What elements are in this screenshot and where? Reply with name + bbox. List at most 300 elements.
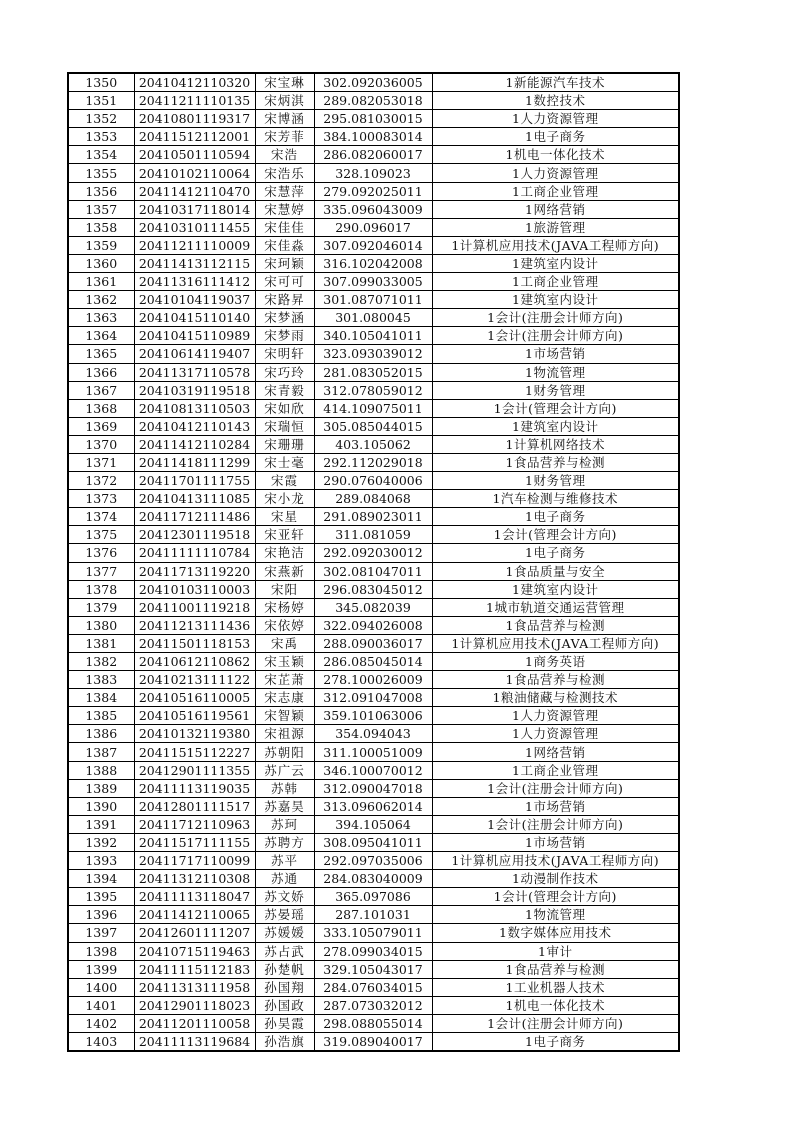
name-cell: 宋亚轩 xyxy=(255,526,314,544)
score-cell: 301.087071011 xyxy=(314,291,432,309)
student-id-cell: 20410412110143 xyxy=(134,417,255,435)
score-cell: 312.078059012 xyxy=(314,381,432,399)
table-row xyxy=(68,345,679,363)
rank-cell: 1375 xyxy=(68,526,134,544)
student-id-cell: 20411712111486 xyxy=(134,508,255,526)
score-cell: 278.100026009 xyxy=(314,671,432,689)
name-cell: 宋梦雨 xyxy=(255,327,314,345)
major-cell: 1食品营养与检测 xyxy=(432,671,679,689)
name-cell: 宋依婷 xyxy=(255,616,314,634)
table-row xyxy=(68,906,679,924)
major-cell: 1会计(管理会计方向) xyxy=(432,526,679,544)
score-cell: 290.096017 xyxy=(314,218,432,236)
table-row xyxy=(68,453,679,471)
rank-cell: 1377 xyxy=(68,562,134,580)
score-cell: 403.105062 xyxy=(314,435,432,453)
rank-cell: 1394 xyxy=(68,870,134,888)
table-row xyxy=(68,472,679,490)
major-cell: 1人力资源管理 xyxy=(432,707,679,725)
score-cell: 302.081047011 xyxy=(314,562,432,580)
score-cell: 346.100070012 xyxy=(314,761,432,779)
rank-cell: 1368 xyxy=(68,399,134,417)
major-cell: 1食品营养与检测 xyxy=(432,453,679,471)
name-cell: 宋明轩 xyxy=(255,345,314,363)
table-row xyxy=(68,309,679,327)
rank-cell: 1371 xyxy=(68,453,134,471)
table-row xyxy=(68,128,679,146)
major-cell: 1工商企业管理 xyxy=(432,182,679,200)
student-id-cell: 20410102110064 xyxy=(134,164,255,182)
major-cell: 1新能源汽车技术 xyxy=(432,73,679,92)
student-id-cell: 20410801119317 xyxy=(134,110,255,128)
rank-cell: 1365 xyxy=(68,345,134,363)
student-id-cell: 20410612110862 xyxy=(134,653,255,671)
table-row xyxy=(68,707,679,725)
table-row xyxy=(68,399,679,417)
rank-cell: 1391 xyxy=(68,815,134,833)
student-roster-table xyxy=(67,72,680,1052)
student-id-cell: 20411211110009 xyxy=(134,236,255,254)
major-cell: 1市场营销 xyxy=(432,797,679,815)
name-cell: 宋珊珊 xyxy=(255,435,314,453)
table-row xyxy=(68,888,679,906)
rank-cell: 1397 xyxy=(68,924,134,942)
score-cell: 311.100051009 xyxy=(314,743,432,761)
score-cell: 319.089040017 xyxy=(314,1032,432,1051)
rank-cell: 1385 xyxy=(68,707,134,725)
name-cell: 苏平 xyxy=(255,852,314,870)
student-id-cell: 20410104119037 xyxy=(134,291,255,309)
rank-cell: 1370 xyxy=(68,435,134,453)
score-cell: 279.092025011 xyxy=(314,182,432,200)
name-cell: 苏文娇 xyxy=(255,888,314,906)
table-row xyxy=(68,273,679,291)
table-row xyxy=(68,73,679,92)
student-id-cell: 20410412110320 xyxy=(134,73,255,92)
name-cell: 苏通 xyxy=(255,870,314,888)
score-cell: 289.084068 xyxy=(314,490,432,508)
student-id-cell: 20411317110578 xyxy=(134,363,255,381)
score-cell: 359.101063006 xyxy=(314,707,432,725)
table-row xyxy=(68,725,679,743)
student-id-cell: 20410614119407 xyxy=(134,345,255,363)
name-cell: 宋祖源 xyxy=(255,725,314,743)
major-cell: 1电子商务 xyxy=(432,1032,679,1051)
student-id-cell: 20411701111755 xyxy=(134,472,255,490)
score-cell: 308.095041011 xyxy=(314,833,432,851)
rank-cell: 1357 xyxy=(68,200,134,218)
rank-cell: 1395 xyxy=(68,888,134,906)
name-cell: 宋可可 xyxy=(255,273,314,291)
name-cell: 宋如欣 xyxy=(255,399,314,417)
table-row xyxy=(68,435,679,453)
major-cell: 1会计(注册会计师方向) xyxy=(432,309,679,327)
name-cell: 宋炳淇 xyxy=(255,92,314,110)
name-cell: 宋梦涵 xyxy=(255,309,314,327)
table-row xyxy=(68,996,679,1014)
table-row xyxy=(68,960,679,978)
rank-cell: 1389 xyxy=(68,779,134,797)
major-cell: 1机电一体化技术 xyxy=(432,996,679,1014)
name-cell: 宋玉颖 xyxy=(255,653,314,671)
score-cell: 323.093039012 xyxy=(314,345,432,363)
name-cell: 苏嘉昊 xyxy=(255,797,314,815)
major-cell: 1会计(注册会计师方向) xyxy=(432,1014,679,1032)
score-cell: 286.085045014 xyxy=(314,653,432,671)
major-cell: 1人力资源管理 xyxy=(432,725,679,743)
major-cell: 1市场营销 xyxy=(432,833,679,851)
major-cell: 1计算机应用技术(JAVA工程师方向) xyxy=(432,236,679,254)
student-id-cell: 20410516110005 xyxy=(134,689,255,707)
major-cell: 1食品质量与安全 xyxy=(432,562,679,580)
table-row xyxy=(68,671,679,689)
rank-cell: 1386 xyxy=(68,725,134,743)
score-cell: 312.090047018 xyxy=(314,779,432,797)
table-row xyxy=(68,182,679,200)
table-row xyxy=(68,634,679,652)
score-cell: 333.105079011 xyxy=(314,924,432,942)
table-row xyxy=(68,653,679,671)
name-cell: 宋霞 xyxy=(255,472,314,490)
table-row xyxy=(68,146,679,164)
table-row xyxy=(68,761,679,779)
student-id-cell: 20410319119518 xyxy=(134,381,255,399)
name-cell: 宋青毅 xyxy=(255,381,314,399)
student-id-cell: 20411213111436 xyxy=(134,616,255,634)
name-cell: 苏朝阳 xyxy=(255,743,314,761)
table-row xyxy=(68,978,679,996)
table-row xyxy=(68,381,679,399)
student-id-cell: 20411211110135 xyxy=(134,92,255,110)
major-cell: 1数控技术 xyxy=(432,92,679,110)
score-cell: 298.088055014 xyxy=(314,1014,432,1032)
student-id-cell: 20411113119684 xyxy=(134,1032,255,1051)
student-id-cell: 20411418111299 xyxy=(134,453,255,471)
name-cell: 宋智颖 xyxy=(255,707,314,725)
rank-cell: 1355 xyxy=(68,164,134,182)
score-cell: 278.099034015 xyxy=(314,942,432,960)
name-cell: 苏占武 xyxy=(255,942,314,960)
rank-cell: 1367 xyxy=(68,381,134,399)
student-id-cell: 20411111110784 xyxy=(134,544,255,562)
major-cell: 1会计(注册会计师方向) xyxy=(432,815,679,833)
table-row xyxy=(68,508,679,526)
name-cell: 宋珂颖 xyxy=(255,254,314,272)
table-row xyxy=(68,254,679,272)
score-cell: 286.082060017 xyxy=(314,146,432,164)
score-cell: 291.089023011 xyxy=(314,508,432,526)
major-cell: 1城市轨道交通运营管理 xyxy=(432,598,679,616)
student-id-cell: 20410501110594 xyxy=(134,146,255,164)
score-cell: 312.091047008 xyxy=(314,689,432,707)
score-cell: 307.092046014 xyxy=(314,236,432,254)
score-cell: 292.097035006 xyxy=(314,852,432,870)
table-row xyxy=(68,327,679,345)
score-cell: 335.096043009 xyxy=(314,200,432,218)
rank-cell: 1362 xyxy=(68,291,134,309)
table-row xyxy=(68,942,679,960)
table-row xyxy=(68,562,679,580)
rank-cell: 1378 xyxy=(68,580,134,598)
rank-cell: 1390 xyxy=(68,797,134,815)
rank-cell: 1359 xyxy=(68,236,134,254)
major-cell: 1会计(注册会计师方向) xyxy=(432,779,679,797)
student-id-cell: 20410415110140 xyxy=(134,309,255,327)
name-cell: 苏媛媛 xyxy=(255,924,314,942)
rank-cell: 1354 xyxy=(68,146,134,164)
rank-cell: 1351 xyxy=(68,92,134,110)
student-id-cell: 20411316111412 xyxy=(134,273,255,291)
name-cell: 宋小龙 xyxy=(255,490,314,508)
student-id-cell: 20411515112227 xyxy=(134,743,255,761)
score-cell: 287.073032012 xyxy=(314,996,432,1014)
rank-cell: 1402 xyxy=(68,1014,134,1032)
name-cell: 宋宝琳 xyxy=(255,73,314,92)
student-id-cell: 20410132119380 xyxy=(134,725,255,743)
major-cell: 1网络营销 xyxy=(432,743,679,761)
name-cell: 宋慧萍 xyxy=(255,182,314,200)
student-id-cell: 20410103110003 xyxy=(134,580,255,598)
major-cell: 1人力资源管理 xyxy=(432,110,679,128)
major-cell: 1建筑室内设计 xyxy=(432,417,679,435)
rank-cell: 1376 xyxy=(68,544,134,562)
student-id-cell: 20411713119220 xyxy=(134,562,255,580)
major-cell: 1食品营养与检测 xyxy=(432,616,679,634)
name-cell: 孙国政 xyxy=(255,996,314,1014)
score-cell: 289.082053018 xyxy=(314,92,432,110)
rank-cell: 1393 xyxy=(68,852,134,870)
score-cell: 295.081030015 xyxy=(314,110,432,128)
name-cell: 苏晏瑶 xyxy=(255,906,314,924)
score-cell: 307.099033005 xyxy=(314,273,432,291)
major-cell: 1电子商务 xyxy=(432,128,679,146)
student-id-cell: 20410310111455 xyxy=(134,218,255,236)
major-cell: 1建筑室内设计 xyxy=(432,580,679,598)
major-cell: 1动漫制作技术 xyxy=(432,870,679,888)
score-cell: 290.076040006 xyxy=(314,472,432,490)
table-row xyxy=(68,870,679,888)
student-id-cell: 20410415110989 xyxy=(134,327,255,345)
rank-cell: 1398 xyxy=(68,942,134,960)
major-cell: 1机电一体化技术 xyxy=(432,146,679,164)
student-id-cell: 20411413112115 xyxy=(134,254,255,272)
student-id-cell: 20410317118014 xyxy=(134,200,255,218)
student-id-cell: 20410813110503 xyxy=(134,399,255,417)
rank-cell: 1388 xyxy=(68,761,134,779)
major-cell: 1市场营销 xyxy=(432,345,679,363)
rank-cell: 1381 xyxy=(68,634,134,652)
student-id-cell: 20410715119463 xyxy=(134,942,255,960)
student-id-cell: 20411412110470 xyxy=(134,182,255,200)
major-cell: 1审计 xyxy=(432,942,679,960)
rank-cell: 1373 xyxy=(68,490,134,508)
major-cell: 1会计(管理会计方向) xyxy=(432,399,679,417)
student-id-cell: 20410516119561 xyxy=(134,707,255,725)
rank-cell: 1382 xyxy=(68,653,134,671)
table-row xyxy=(68,490,679,508)
name-cell: 宋士毫 xyxy=(255,453,314,471)
major-cell: 1工业机器人技术 xyxy=(432,978,679,996)
table-row xyxy=(68,598,679,616)
major-cell: 1建筑室内设计 xyxy=(432,291,679,309)
student-id-cell: 20412301119518 xyxy=(134,526,255,544)
rank-cell: 1352 xyxy=(68,110,134,128)
major-cell: 1物流管理 xyxy=(432,363,679,381)
table-row xyxy=(68,291,679,309)
table-row xyxy=(68,417,679,435)
score-cell: 292.112029018 xyxy=(314,453,432,471)
score-cell: 288.090036017 xyxy=(314,634,432,652)
name-cell: 苏聘方 xyxy=(255,833,314,851)
rank-cell: 1353 xyxy=(68,128,134,146)
name-cell: 孙昊霞 xyxy=(255,1014,314,1032)
name-cell: 孙楚帆 xyxy=(255,960,314,978)
rank-cell: 1396 xyxy=(68,906,134,924)
table-row xyxy=(68,1014,679,1032)
name-cell: 宋慧婷 xyxy=(255,200,314,218)
rank-cell: 1363 xyxy=(68,309,134,327)
student-id-cell: 20411717110099 xyxy=(134,852,255,870)
table-row xyxy=(68,110,679,128)
table-row xyxy=(68,743,679,761)
table-row xyxy=(68,526,679,544)
score-cell: 292.092030012 xyxy=(314,544,432,562)
name-cell: 宋阳 xyxy=(255,580,314,598)
rank-cell: 1364 xyxy=(68,327,134,345)
student-id-cell: 20411201110058 xyxy=(134,1014,255,1032)
student-id-cell: 20411313111958 xyxy=(134,978,255,996)
major-cell: 1食品营养与检测 xyxy=(432,960,679,978)
major-cell: 1会计(管理会计方向) xyxy=(432,888,679,906)
major-cell: 1计算机应用技术(JAVA工程师方向) xyxy=(432,634,679,652)
rank-cell: 1360 xyxy=(68,254,134,272)
table-row xyxy=(68,363,679,381)
major-cell: 1财务管理 xyxy=(432,381,679,399)
score-cell: 296.083045012 xyxy=(314,580,432,598)
student-id-cell: 20412901118023 xyxy=(134,996,255,1014)
student-id-cell: 20411501118153 xyxy=(134,634,255,652)
table-row xyxy=(68,797,679,815)
rank-cell: 1384 xyxy=(68,689,134,707)
major-cell: 1电子商务 xyxy=(432,544,679,562)
name-cell: 宋巧玲 xyxy=(255,363,314,381)
table-row xyxy=(68,852,679,870)
score-cell: 328.109023 xyxy=(314,164,432,182)
student-id-cell: 20411712110963 xyxy=(134,815,255,833)
table-row xyxy=(68,164,679,182)
rank-cell: 1358 xyxy=(68,218,134,236)
score-cell: 311.081059 xyxy=(314,526,432,544)
name-cell: 宋星 xyxy=(255,508,314,526)
table-row xyxy=(68,218,679,236)
major-cell: 1商务英语 xyxy=(432,653,679,671)
major-cell: 1会计(注册会计师方向) xyxy=(432,327,679,345)
score-cell: 384.100083014 xyxy=(314,128,432,146)
name-cell: 宋燕新 xyxy=(255,562,314,580)
score-cell: 302.092036005 xyxy=(314,73,432,92)
rank-cell: 1403 xyxy=(68,1032,134,1051)
rank-cell: 1387 xyxy=(68,743,134,761)
name-cell: 宋浩乐 xyxy=(255,164,314,182)
name-cell: 宋艳洁 xyxy=(255,544,314,562)
name-cell: 宋佳佳 xyxy=(255,218,314,236)
table-row xyxy=(68,200,679,218)
major-cell: 1计算机网络技术 xyxy=(432,435,679,453)
student-id-cell: 20411312110308 xyxy=(134,870,255,888)
score-cell: 316.102042008 xyxy=(314,254,432,272)
rank-cell: 1399 xyxy=(68,960,134,978)
score-cell: 329.105043017 xyxy=(314,960,432,978)
name-cell: 苏广云 xyxy=(255,761,314,779)
score-cell: 313.096062014 xyxy=(314,797,432,815)
score-cell: 281.083052015 xyxy=(314,363,432,381)
major-cell: 1人力资源管理 xyxy=(432,164,679,182)
student-id-cell: 20411412110284 xyxy=(134,435,255,453)
rank-cell: 1392 xyxy=(68,833,134,851)
rank-cell: 1379 xyxy=(68,598,134,616)
roster-body xyxy=(68,73,679,1051)
table-row xyxy=(68,779,679,797)
score-cell: 305.085044015 xyxy=(314,417,432,435)
rank-cell: 1366 xyxy=(68,363,134,381)
major-cell: 1计算机应用技术(JAVA工程师方向) xyxy=(432,852,679,870)
table-row xyxy=(68,815,679,833)
major-cell: 1网络营销 xyxy=(432,200,679,218)
table-row xyxy=(68,236,679,254)
rank-cell: 1361 xyxy=(68,273,134,291)
score-cell: 345.082039 xyxy=(314,598,432,616)
student-id-cell: 20411412110065 xyxy=(134,906,255,924)
major-cell: 1建筑室内设计 xyxy=(432,254,679,272)
table-row xyxy=(68,544,679,562)
score-cell: 414.109075011 xyxy=(314,399,432,417)
rank-cell: 1369 xyxy=(68,417,134,435)
score-cell: 284.076034015 xyxy=(314,978,432,996)
rank-cell: 1401 xyxy=(68,996,134,1014)
name-cell: 宋芳菲 xyxy=(255,128,314,146)
table-row xyxy=(68,92,679,110)
table-row xyxy=(68,689,679,707)
student-id-cell: 20412801111517 xyxy=(134,797,255,815)
major-cell: 1旅游管理 xyxy=(432,218,679,236)
student-id-cell: 20412601111207 xyxy=(134,924,255,942)
student-id-cell: 20412901111355 xyxy=(134,761,255,779)
name-cell: 宋浩 xyxy=(255,146,314,164)
score-cell: 322.094026008 xyxy=(314,616,432,634)
student-id-cell: 20411115112183 xyxy=(134,960,255,978)
rank-cell: 1372 xyxy=(68,472,134,490)
name-cell: 宋博涵 xyxy=(255,110,314,128)
student-id-cell: 20410413111085 xyxy=(134,490,255,508)
score-cell: 287.101031 xyxy=(314,906,432,924)
score-cell: 284.083040009 xyxy=(314,870,432,888)
name-cell: 孙浩旗 xyxy=(255,1032,314,1051)
score-cell: 354.094043 xyxy=(314,725,432,743)
rank-cell: 1356 xyxy=(68,182,134,200)
major-cell: 1数字媒体应用技术 xyxy=(432,924,679,942)
table-row xyxy=(68,1032,679,1051)
name-cell: 苏韩 xyxy=(255,779,314,797)
major-cell: 1物流管理 xyxy=(432,906,679,924)
score-cell: 365.097086 xyxy=(314,888,432,906)
major-cell: 1工商企业管理 xyxy=(432,273,679,291)
table-row xyxy=(68,924,679,942)
student-id-cell: 20410213111122 xyxy=(134,671,255,689)
rank-cell: 1400 xyxy=(68,978,134,996)
major-cell: 1工商企业管理 xyxy=(432,761,679,779)
name-cell: 宋杨婷 xyxy=(255,598,314,616)
name-cell: 宋瑞恒 xyxy=(255,417,314,435)
